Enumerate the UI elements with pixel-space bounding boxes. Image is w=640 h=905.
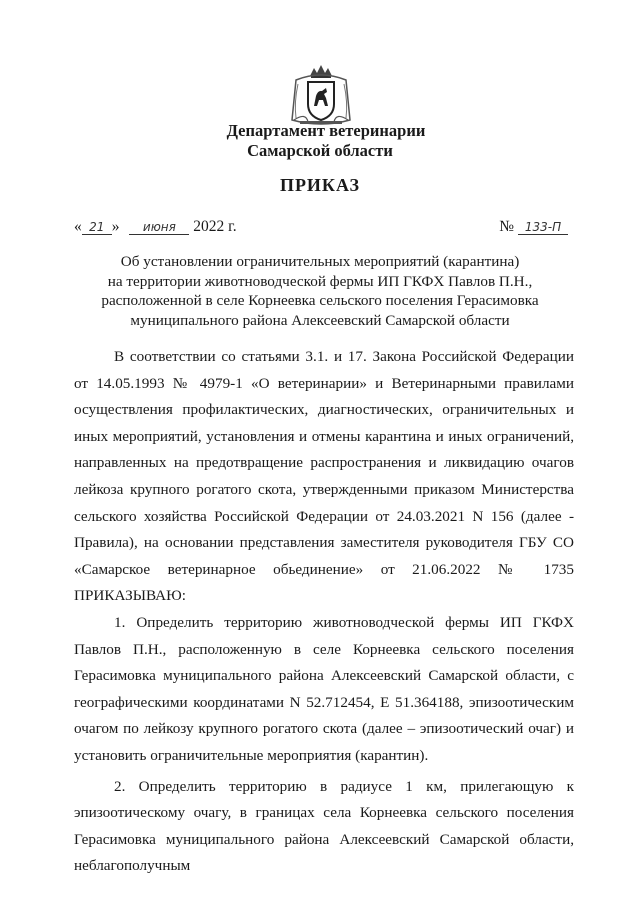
- order-item-2: 2. Определить территорию в радиусе 1 км, прилегающую к эпизоотическому очагу, в границах села Корнеевка сельского поселения Герасимовка муниципального района Алексеевский Самарской области, неблагополучным: [74, 777, 574, 875]
- order-item-1: 1. Определить территорию животноводческой фермы ИП ГКФХ Павлов П.Н., расположенную в селе Корнеевка сельского поселения Герасимовка муниципального района Алексеевский Самарской области, с географическими координатами N 52.712454, Е 51.364188, эпизоотическим очагом по лейкозу крупного рогатого скота (далее – эпизоотический очаг) и установить ограничительные мероприятия (карантин).: [74, 613, 574, 764]
- document-number: [499, 218, 568, 236]
- date-open-quote: «: [74, 218, 82, 235]
- document-date: [74, 218, 237, 236]
- subject-line: муниципального района Алексеевский Самарской области: [130, 311, 510, 329]
- number-prefix: №: [499, 218, 514, 235]
- date-month-handwritten: июня: [129, 220, 189, 235]
- coat-of-arms-emblem-icon: [286, 62, 356, 128]
- document-body: [74, 344, 574, 880]
- document-subject: [90, 252, 550, 330]
- subject-line: на территории животноводческой фермы ИП ГКФХ Павлов П.Н.,: [107, 272, 533, 290]
- date-day-handwritten: 21: [82, 220, 112, 235]
- number-handwritten: 133-П: [518, 220, 568, 235]
- date-year: 2022 г.: [193, 218, 237, 235]
- subject-line: Об установлении ограничительных мероприятий (карантина): [120, 253, 520, 270]
- department-region: Самарской области: [247, 141, 393, 160]
- department-name: Департамент ветеринарии: [226, 121, 426, 140]
- subject-line: расположенной в селе Корнеевка сельского поселения Герасимовка: [101, 292, 539, 309]
- preamble-paragraph: В соответствии со статьями 3.1. и 17. Закона Российской Федерации от 14.05.1993 № 4979-1 «О ветеринарии» и Ветеринарными правилами осуществления профилактических, диагностических, ограничительных и иных мероприятий, установления и отмены карантина и иных ограничений, направленных на предотвращение распространения и ликвидацию очагов лейкоза крупного рогатого скота, утвержденными приказом Министерства сельского хозяйства Российской Федерации от 24.03.2021 N 156 (далее - Правила), на основании представления заместителя руководителя ГБУ СО «Самарское ветеринарное обьединение» от 21.06.2022 № 1735 ПРИКАЗЫВАЮ:: [74, 348, 574, 605]
- document-title: ПРИКАЗ: [279, 175, 361, 195]
- date-close-quote: »: [111, 218, 120, 235]
